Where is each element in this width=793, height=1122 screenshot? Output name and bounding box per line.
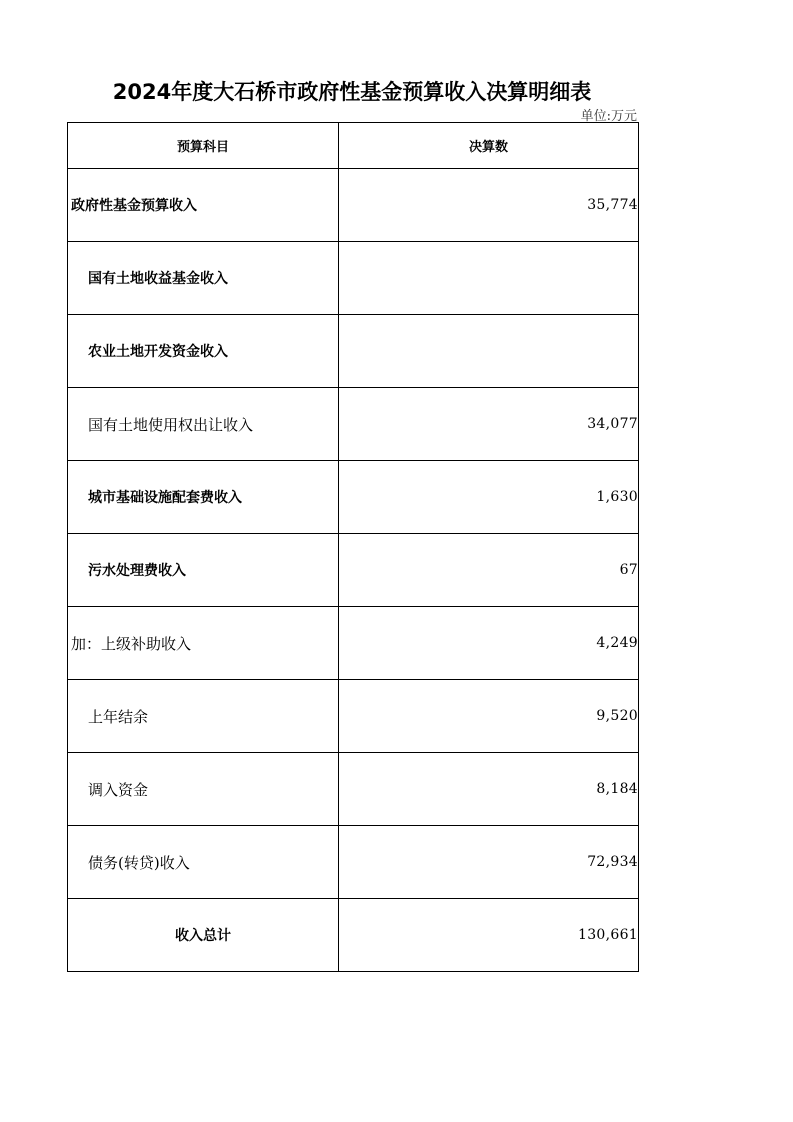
table-row (68, 461, 639, 534)
page-title: 2024年度大石桥市政府性基金预算收入决算明细表 (112, 80, 592, 104)
row-amount (339, 242, 639, 315)
row-amount: 9,520 (339, 680, 639, 753)
row-label: 农业土地开发资金收入 (68, 315, 339, 388)
budget-table (67, 122, 639, 972)
row-amount: 35,774 (339, 169, 639, 242)
table-header-row (68, 123, 639, 169)
row-amount: 8,184 (339, 753, 639, 826)
row-label: 国有土地收益基金收入 (68, 242, 339, 315)
unit-label: 单位:万元 (580, 109, 637, 124)
row-amount: 34,077 (339, 388, 639, 461)
row-label: 债务(转贷)收入 (68, 826, 339, 899)
row-amount: 4,249 (339, 607, 639, 680)
table-row (68, 315, 639, 388)
table-row (68, 607, 639, 680)
table-total-row (68, 899, 639, 972)
row-amount: 1,630 (339, 461, 639, 534)
row-label: 政府性基金预算收入 (68, 169, 339, 242)
table-row (68, 826, 639, 899)
row-label: 城市基础设施配套费收入 (68, 461, 339, 534)
table-row (68, 753, 639, 826)
row-label: 污水处理费收入 (68, 534, 339, 607)
row-amount: 67 (339, 534, 639, 607)
table-row (68, 169, 639, 242)
table-row (68, 534, 639, 607)
row-amount: 72,934 (339, 826, 639, 899)
total-label: 收入总计 (68, 899, 339, 972)
row-label: 加：上级补助收入 (68, 607, 339, 680)
header-amount: 决算数 (339, 123, 639, 169)
row-amount (339, 315, 639, 388)
row-label: 上年结余 (68, 680, 339, 753)
table-row (68, 242, 639, 315)
table-row (68, 388, 639, 461)
row-label: 调入资金 (68, 753, 339, 826)
table-row (68, 680, 639, 753)
header-item: 预算科目 (68, 123, 339, 169)
row-label: 国有土地使用权出让收入 (68, 388, 339, 461)
total-amount: 130,661 (339, 899, 639, 972)
